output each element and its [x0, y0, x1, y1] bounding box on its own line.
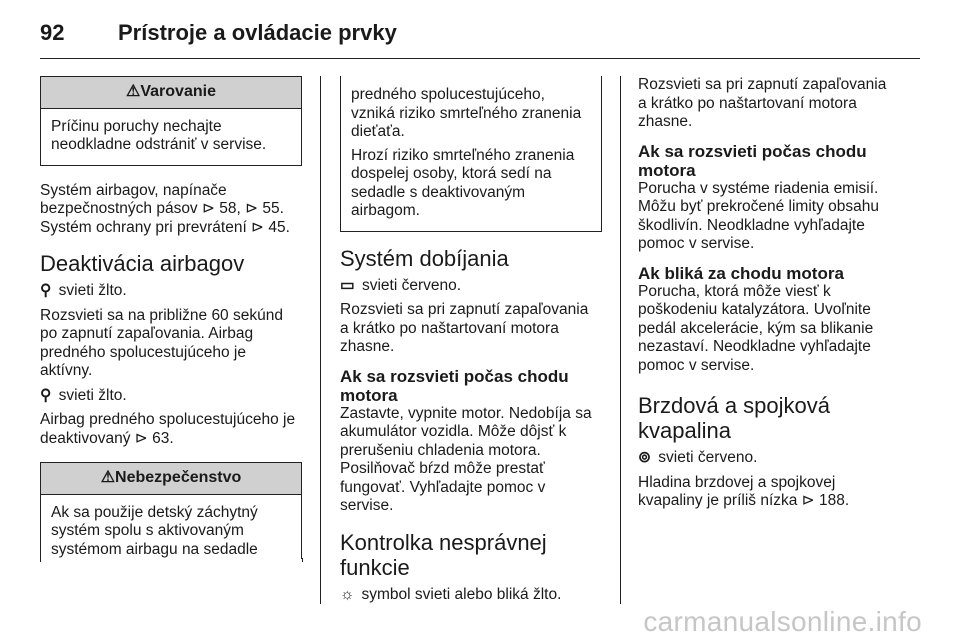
- warning-title: Varovanie: [140, 83, 216, 100]
- warning-text-line: neodkladne odstrániť v servise.: [51, 136, 267, 153]
- heading-brake-clutch-fluid: Brzdová a spojková kvapalina: [638, 393, 830, 443]
- crossref-paragraph: Systém airbagov, napínače bezpečnostných pásov ⊳ 58, ⊳ 55. Systém ochrany pri prevrátení ⊳ 45.: [40, 181, 290, 236]
- column-2: predného spolucestujúceho, vzniká riziko smrteľného zranenia dieťaťa. Hrozí riziko smrteľného zranenia dospelej osoby, ktorá sedí na sedadle s deaktivovaným airbagom. Systém dobíjania ▭ svieti červeno. Rozsvieti sa pri zapnutí zapaľovania a krátko po naštartovaní motora zhasne. Ak sa rozsvieti počas chodu motora Zastavte, vypnite motor. Nedobíja sa akumulátor vozidla. Môže dôjsť k prerušeniu chladenia motora. Posilňovač bŕzd môže prestať fungovať. Vyhľadajte pomoc v servise. Kontrolka nesprávnej funkcie ☼ symbol svieti alebo bliká žlto.: [340, 76, 602, 610]
- warning-box: [40, 76, 302, 166]
- paragraph: Porucha, ktorá môže viesť k poškodeniu katalyzátora. Uvoľnite pedál akcelerácie, kým sa blikanie nezastaví. Neodkladne vyhľadajte pomoc v servise.: [638, 282, 874, 374]
- brake-fluid-icon: ⊚: [638, 449, 651, 466]
- danger-icon: ⚠: [100, 469, 116, 486]
- airbag-on-icon: ⚲: [40, 282, 52, 299]
- warning-icon: ⚠: [126, 83, 141, 100]
- header-divider: [40, 58, 920, 59]
- paragraph: Zastavte, vypnite motor. Nedobíja sa akumulátor vozidla. Môže dôjsť k prerušeniu chladenia motora. Posilňovač bŕzd môže prestať fungovať. Vyhľadajte pomoc v servise.: [340, 404, 592, 514]
- page-number: 92: [40, 20, 65, 45]
- engine-check-icon: ☼: [340, 585, 355, 603]
- heading-charging-system: Systém dobíjania: [340, 245, 509, 271]
- paragraph: Rozsvieti sa pri zapnutí zapaľovania a krátko po naštartovaní motora zhasne.: [638, 76, 887, 130]
- warning-text-line: Príčinu poruchy nechajte: [51, 117, 222, 135]
- column-divider-1: [320, 76, 321, 604]
- danger-box-edge: [302, 558, 303, 562]
- paragraph: Porucha v systéme riadenia emisií. Môžu byť prekročené limity obsahu škodlivín. Neodkladne vyhľadajte pomoc v servise.: [638, 179, 880, 252]
- column-3: Rozsvieti sa pri zapnutí zapaľovania a krátko po naštartovaní motora zhasne. Ak sa rozsvieti počas chodu motora Porucha v systéme riadenia emisií. Môžu byť prekročené limity obsahu škodlivín. Neodkladne vyhľadajte pomoc v servise. Ak bliká za chodu motora Porucha, ktorá môže viesť k poškodeniu katalyzátora. Uvoľnite pedál akcelerácie, kým sa blikanie nezastaví. Neodkladne vyhľadajte pomoc v servise. Brzdová a spojková kvapalina ⊚ svieti červeno. Hladina brzdovej a spojkovej kvapaliny je príliš nízka ⊳ 188.: [638, 76, 920, 517]
- battery-icon: ▭: [340, 276, 355, 294]
- danger-title: Nebezpečenstvo: [115, 469, 242, 486]
- column-1: ⚠Varovanie Príčinu poruchy nechajte neodkladne odstrániť v servise. Systém airbagov, napínače bezpečnostných pásov ⊳ 58, ⊳ 55. Systém ochrany pri prevrátení ⊳ 45. Deaktivácia airbagov ⚲ svieti žlto. Rozsvieti sa na približne 60 sekúnd po zapnutí zapaľovania. Airbag predného spolucestujúceho je aktívny. ⚲ svieti žlto. Airbag predného spolucestujúceho je deaktivovaný ⊳ 63. ⚠Nebezpečenstvo Ak sa použije detský záchytný systém spolu s aktivovaným systémom airbagu na sedadle: [40, 76, 302, 559]
- danger-box: ⚠Nebezpečenstvo Ak sa použije detský záchytný systém spolu s aktivovaným systémom airbagu na sedadle: [40, 462, 302, 559]
- heading-malfunction-indicator: Kontrolka nesprávnej funkcie: [340, 529, 547, 580]
- paragraph: Rozsvieti sa pri zapnutí zapaľovania a krátko po naštartovaní motora zhasne.: [340, 301, 589, 355]
- watermark: carmanualsonline.info: [643, 606, 922, 637]
- danger-box-header: [41, 463, 301, 495]
- warning-box-header: [41, 77, 301, 109]
- danger-box-continued: predného spolucestujúceho, vzniká riziko smrteľného zranenia dieťaťa. Hrozí riziko smrteľného zranenia dospelej osoby, ktorá sedí na sedadle s deaktivovaným airbagom.: [340, 76, 602, 232]
- danger-box-edge: [40, 558, 41, 562]
- paragraph: Rozsvieti sa na približne 60 sekúnd po zapnutí zapaľovania. Airbag predného spolucestujúceho je aktívny.: [40, 306, 283, 379]
- subheading-flashing: Ak bliká za chodu motora: [638, 263, 844, 283]
- subheading-while-running: Ak sa rozsvieti počas chodu motora: [340, 366, 569, 405]
- airbag-off-icon: ⚲: [40, 386, 52, 404]
- subheading-while-running: Ak sa rozsvieti počas chodu motora: [638, 141, 867, 180]
- paragraph: Hladina brzdovej a spojkovej kvapaliny je príliš nízka ⊳ 188.: [638, 473, 850, 509]
- column-divider-2: [620, 76, 621, 604]
- heading-airbag-deactivation: Deaktivácia airbagov: [40, 251, 245, 276]
- page-title: Prístroje a ovládacie prvky: [118, 20, 397, 45]
- paragraph: Airbag predného spolucestujúceho je deaktivovaný ⊳ 63.: [40, 411, 296, 447]
